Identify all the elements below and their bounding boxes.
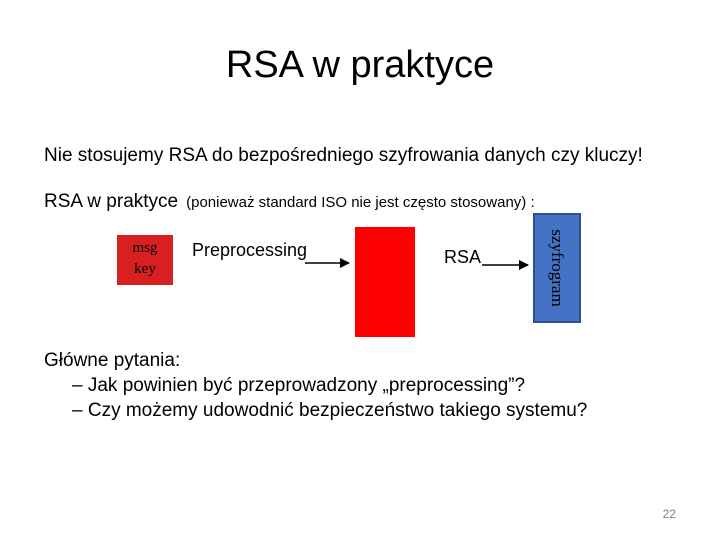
key-label: key [134,261,156,277]
question-item: – Jak powinien być przeprowadzony „preprocessing”? [72,375,526,396]
rsa-label: RSA [444,247,482,267]
questions-block [44,348,587,423]
slide-title: RSA w praktyce [225,44,495,86]
questions-heading: Główne pytania: [44,350,181,371]
msg-key-box [117,235,173,285]
rsa-in-practice-label: RSA w praktyce [44,191,179,212]
iso-note: (ponieważ standard ISO nie jest często stosowany) : [186,194,535,211]
ciphertext-box [533,213,581,323]
preprocessing-label: Preprocessing [192,240,308,260]
question-item: – Czy możemy udowodnić bezpieczeństwo takiego systemu? [72,400,588,421]
ciphertext-label: szyfrogram [548,229,567,307]
page-number: 22 [662,507,676,521]
statement-line: Nie stosujemy RSA do bezpośredniego szyfrowania danych czy kluczy! [44,145,643,166]
processing-box [355,227,415,337]
msg-label: msg [132,240,158,256]
